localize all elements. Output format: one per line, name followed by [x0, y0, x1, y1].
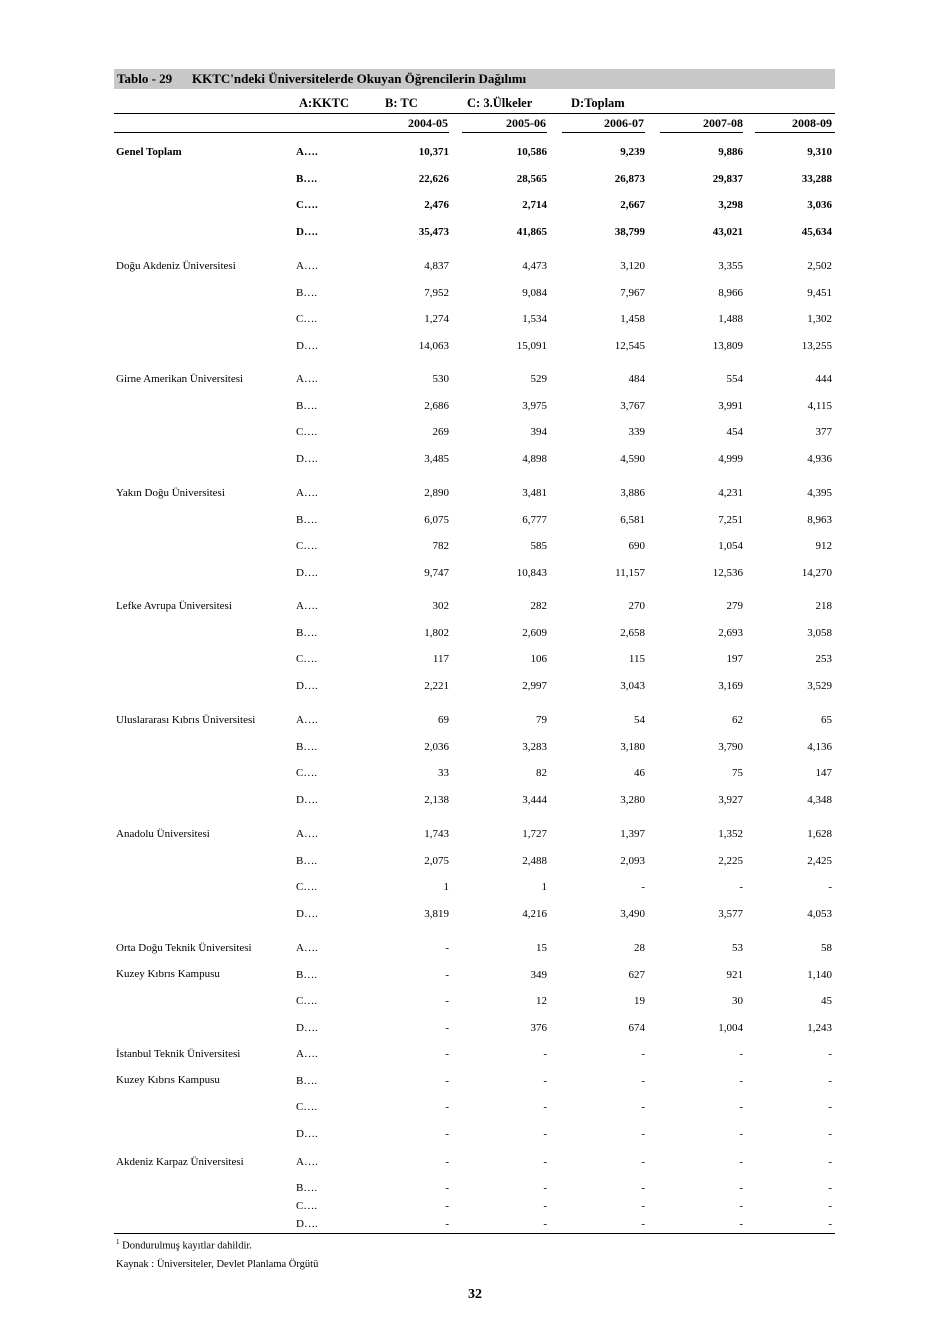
table-cell: -: [828, 1128, 832, 1140]
table-cell: 8,963: [807, 514, 832, 526]
table-cell: -: [543, 1128, 547, 1140]
table-cell: 26,873: [614, 173, 645, 185]
table-cell: -: [739, 1101, 743, 1113]
table-cell: 218: [815, 600, 832, 612]
table-cell: 1,727: [522, 828, 547, 840]
university-name: Doğu Akdeniz Üniversitesi: [116, 260, 236, 272]
table-cell: -: [828, 1048, 832, 1060]
table-cell: 147: [815, 767, 832, 779]
table-cell: -: [641, 1182, 645, 1194]
table-cell: 4,395: [807, 487, 832, 499]
table-cell: -: [739, 1218, 743, 1230]
table-cell: 444: [815, 373, 832, 385]
table-cell: -: [828, 1156, 832, 1168]
table-cell: 3,120: [620, 260, 645, 272]
table-cell: 530: [432, 373, 449, 385]
university-name: Orta Doğu Teknik Üniversitesi: [116, 942, 252, 954]
table-cell: -: [739, 1156, 743, 1168]
row-code: A….: [296, 1156, 318, 1168]
table-cell: 1,488: [718, 313, 743, 325]
table-cell: -: [445, 969, 449, 981]
table-cell: 30: [732, 995, 743, 1007]
table-cell: 3,577: [718, 908, 743, 920]
table-cell: -: [543, 1200, 547, 1212]
table-cell: 14,270: [801, 567, 832, 579]
table-cell: -: [445, 1075, 449, 1087]
table-cell: 921: [726, 969, 743, 981]
table-cell: 75: [732, 767, 743, 779]
table-cell: 912: [815, 540, 832, 552]
table-cell: 43,021: [712, 226, 743, 238]
row-code: A….: [296, 828, 318, 840]
table-cell: -: [641, 1048, 645, 1060]
table-cell: 106: [530, 653, 547, 665]
row-code: C….: [296, 1200, 318, 1212]
table-cell: 197: [726, 653, 743, 665]
table-cell: 13,255: [801, 340, 832, 352]
row-code: D….: [296, 1128, 318, 1140]
table-cell: 14,063: [418, 340, 449, 352]
row-code: D….: [296, 453, 318, 465]
legend-d: D:Toplam: [571, 96, 625, 110]
table-cell: 1,802: [424, 627, 449, 639]
table-cell: 2,425: [807, 855, 832, 867]
row-code: B….: [296, 741, 318, 753]
table-cell: 1: [541, 881, 547, 893]
year-header-2: 2005-06: [506, 116, 546, 130]
table-cell: -: [543, 1156, 547, 1168]
table-cell: 29,837: [712, 173, 743, 185]
page-number: 32: [468, 1287, 482, 1302]
table-cell: -: [641, 1101, 645, 1113]
table-cell: 2,890: [424, 487, 449, 499]
table-cell: 270: [628, 600, 645, 612]
table-cell: -: [445, 1182, 449, 1194]
row-code: C….: [296, 995, 318, 1007]
table-cell: 1,534: [522, 313, 547, 325]
table-cell: 377: [815, 426, 832, 438]
table-cell: 529: [530, 373, 547, 385]
university-name: Yakın Doğu Üniversitesi: [116, 487, 225, 499]
row-code: C….: [296, 1101, 318, 1113]
table-cell: -: [828, 1182, 832, 1194]
table-number: Tablo - 29: [117, 71, 173, 86]
row-code: B….: [296, 287, 318, 299]
table-cell: 117: [432, 653, 449, 665]
university-name: Akdeniz Karpaz Üniversitesi: [116, 1156, 244, 1168]
row-code: A….: [296, 1048, 318, 1060]
year-header-5: 2008-09: [792, 116, 832, 130]
table-cell: 484: [628, 373, 645, 385]
table-cell: 3,886: [620, 487, 645, 499]
table-cell: 3,529: [807, 680, 832, 692]
table-cell: 65: [821, 714, 832, 726]
table-cell: 1,352: [718, 828, 743, 840]
year-header-1: 2004-05: [408, 116, 448, 130]
table-cell: 302: [432, 600, 449, 612]
table-cell: 45,634: [801, 226, 832, 238]
table-cell: 12,545: [614, 340, 645, 352]
table-cell: -: [641, 1156, 645, 1168]
table-cell: 53: [732, 942, 743, 954]
row-code: B….: [296, 627, 318, 639]
table-cell: 4,216: [522, 908, 547, 920]
table-cell: 79: [536, 714, 547, 726]
table-cell: 58: [821, 942, 832, 954]
table-cell: 554: [726, 373, 743, 385]
table-title: KKTC'ndeki Üniversitelerde Okuyan Öğrencilerin Dağılımı: [192, 71, 527, 86]
table-cell: 4,136: [807, 741, 832, 753]
table-cell: 2,693: [718, 627, 743, 639]
row-code: C….: [296, 540, 318, 552]
table-cell: 28,565: [516, 173, 547, 185]
table-cell: 3,169: [718, 680, 743, 692]
footnote-text: Dondurulmuş kayıtlar dahildir.: [122, 1240, 252, 1252]
table-cell: 1,302: [807, 313, 832, 325]
table-cell: 394: [530, 426, 547, 438]
table-cell: -: [641, 881, 645, 893]
table-cell: 13,809: [712, 340, 743, 352]
table-cell: 2,093: [620, 855, 645, 867]
table-cell: 115: [628, 653, 645, 665]
table-cell: 339: [628, 426, 645, 438]
table-cell: 4,898: [522, 453, 547, 465]
table-cell: 585: [530, 540, 547, 552]
table-cell: 10,371: [418, 146, 449, 158]
table-cell: 1,628: [807, 828, 832, 840]
table-cell: 9,239: [620, 146, 645, 158]
table-cell: -: [543, 1075, 547, 1087]
footnote-mark: 1: [116, 1238, 120, 1246]
table-cell: 3,485: [424, 453, 449, 465]
table-cell: 3,975: [522, 400, 547, 412]
table-cell: 11,157: [615, 567, 645, 579]
table-cell: 12: [536, 995, 547, 1007]
table-cell: 2,036: [424, 741, 449, 753]
table-cell: 38,799: [614, 226, 645, 238]
table-cell: 1,743: [424, 828, 449, 840]
table-cell: 2,714: [522, 199, 547, 211]
table-cell: 4,473: [522, 260, 547, 272]
table-cell: 46: [634, 767, 645, 779]
row-code: B….: [296, 173, 318, 185]
table-cell: 19: [634, 995, 645, 1007]
university-name: Kuzey Kıbrıs Kampusu: [116, 1074, 220, 1086]
table-cell: 35,473: [418, 226, 449, 238]
table-cell: 6,581: [620, 514, 645, 526]
legend-b: B: TC: [385, 96, 418, 110]
legend-a: A:KKTC: [299, 96, 349, 110]
row-code: B….: [296, 514, 318, 526]
table-cell: 4,936: [807, 453, 832, 465]
table-cell: 41,865: [516, 226, 547, 238]
row-code: D….: [296, 340, 318, 352]
university-name: Girne Amerikan Üniversitesi: [116, 373, 244, 385]
table-cell: -: [739, 1075, 743, 1087]
row-code: B….: [296, 855, 318, 867]
row-code: A….: [296, 373, 318, 385]
table-cell: -: [641, 1075, 645, 1087]
row-code: C….: [296, 199, 318, 211]
table-cell: 674: [628, 1022, 645, 1034]
row-code: C….: [296, 426, 318, 438]
table-cell: -: [445, 1128, 449, 1140]
table-cell: -: [445, 942, 449, 954]
table-cell: -: [739, 1182, 743, 1194]
table-cell: 7,952: [424, 287, 449, 299]
row-code: D….: [296, 680, 318, 692]
table-cell: 3,481: [522, 487, 547, 499]
table-cell: 12,536: [712, 567, 743, 579]
table-cell: -: [543, 1048, 547, 1060]
table-cell: 7,251: [718, 514, 743, 526]
table-cell: 1,004: [718, 1022, 743, 1034]
table-cell: -: [828, 1101, 832, 1113]
row-code: C….: [296, 767, 318, 779]
row-code: B….: [296, 400, 318, 412]
table-cell: 2,075: [424, 855, 449, 867]
table-cell: 3,790: [718, 741, 743, 753]
table-cell: 2,138: [424, 794, 449, 806]
table-cell: 2,686: [424, 400, 449, 412]
table-cell: 10,586: [516, 146, 547, 158]
row-code: D….: [296, 908, 318, 920]
table-cell: -: [445, 1218, 449, 1230]
table-cell: -: [641, 1218, 645, 1230]
table-cell: -: [828, 1075, 832, 1087]
table-cell: 9,747: [424, 567, 449, 579]
table-cell: 9,886: [718, 146, 743, 158]
table-cell: 6,777: [522, 514, 547, 526]
table-cell: -: [641, 1200, 645, 1212]
table-bottom-rule: [114, 1233, 835, 1234]
university-name: Lefke Avrupa Üniversitesi: [116, 600, 232, 612]
table-cell: -: [445, 995, 449, 1007]
table-cell: -: [543, 1101, 547, 1113]
table-cell: 4,231: [718, 487, 743, 499]
row-code: A….: [296, 600, 318, 612]
footnote: [116, 1238, 252, 1252]
table-cell: -: [828, 1200, 832, 1212]
table-cell: 3,767: [620, 400, 645, 412]
row-code: B….: [296, 1182, 318, 1194]
table-cell: 2,502: [807, 260, 832, 272]
table-cell: 15,091: [516, 340, 547, 352]
table-cell: 279: [726, 600, 743, 612]
table-cell: 782: [432, 540, 449, 552]
table-cell: 9,310: [807, 146, 832, 158]
table-cell: 4,590: [620, 453, 645, 465]
table-cell: 15: [536, 942, 547, 954]
row-code: D….: [296, 1218, 318, 1230]
table-cell: 2,997: [522, 680, 547, 692]
table-cell: 282: [530, 600, 547, 612]
table-cell: -: [739, 881, 743, 893]
row-code: C….: [296, 653, 318, 665]
table-cell: -: [641, 1128, 645, 1140]
table-cell: -: [739, 1048, 743, 1060]
table-cell: 269: [432, 426, 449, 438]
table-cell: 4,348: [807, 794, 832, 806]
row-code: D….: [296, 226, 318, 238]
source-note: Kaynak : Üniversiteler, Devlet Planlama Örgütü: [116, 1259, 319, 1270]
table-cell: 2,667: [620, 199, 645, 211]
row-code: B….: [296, 1075, 318, 1087]
table-cell: 2,658: [620, 627, 645, 639]
table-cell: 2,476: [424, 199, 449, 211]
row-code: A….: [296, 260, 318, 272]
table-cell: 690: [628, 540, 645, 552]
table-cell: 349: [530, 969, 547, 981]
table-cell: 7,967: [620, 287, 645, 299]
table-cell: 69: [438, 714, 449, 726]
row-code: A….: [296, 942, 318, 954]
table-cell: 54: [634, 714, 645, 726]
year-header-3: 2006-07: [604, 116, 644, 130]
legend-c: C: 3.Ülkeler: [467, 96, 533, 110]
row-code: A….: [296, 487, 318, 499]
table-cell: 3,180: [620, 741, 645, 753]
row-code: D….: [296, 1022, 318, 1034]
table-cell: -: [543, 1218, 547, 1230]
row-code: A….: [296, 714, 318, 726]
table-cell: 3,490: [620, 908, 645, 920]
table-cell: 8,966: [718, 287, 743, 299]
table-cell: 2,609: [522, 627, 547, 639]
table-cell: -: [445, 1048, 449, 1060]
table-cell: 62: [732, 714, 743, 726]
table-cell: 45: [821, 995, 832, 1007]
row-code: D….: [296, 794, 318, 806]
table-cell: 1,140: [807, 969, 832, 981]
table-cell: 2,221: [424, 680, 449, 692]
table-cell: 4,999: [718, 453, 743, 465]
table-cell: 1: [443, 881, 449, 893]
table-cell: 28: [634, 942, 645, 954]
table-cell: 2,225: [718, 855, 743, 867]
table-cell: 9,451: [807, 287, 832, 299]
table-cell: 3,355: [718, 260, 743, 272]
table-cell: 3,280: [620, 794, 645, 806]
university-name: Anadolu Üniversitesi: [116, 828, 210, 840]
table-cell: 22,626: [418, 173, 449, 185]
table-cell: 3,927: [718, 794, 743, 806]
table-cell: 33,288: [801, 173, 832, 185]
year-header-4: 2007-08: [703, 116, 743, 130]
university-name: İstanbul Teknik Üniversitesi: [116, 1048, 241, 1060]
table-cell: 3,444: [522, 794, 547, 806]
row-code: C….: [296, 881, 318, 893]
row-code: A….: [296, 146, 318, 158]
table-cell: 82: [536, 767, 547, 779]
table-cell: 2,488: [522, 855, 547, 867]
row-code: C….: [296, 313, 318, 325]
table-cell: 376: [530, 1022, 547, 1034]
table-cell: 1,397: [620, 828, 645, 840]
table-cell: -: [739, 1200, 743, 1212]
table-cell: 3,819: [424, 908, 449, 920]
row-code: B….: [296, 969, 318, 981]
table-cell: -: [445, 1022, 449, 1034]
table-cell: -: [739, 1128, 743, 1140]
table-cell: 9,084: [522, 287, 547, 299]
table-cell: 4,115: [807, 400, 832, 412]
table-cell: 3,283: [522, 741, 547, 753]
table-cell: 1,458: [620, 313, 645, 325]
table-cell: 3,058: [807, 627, 832, 639]
table-cell: 454: [726, 426, 743, 438]
table-cell: 3,991: [718, 400, 743, 412]
row-code: D….: [296, 567, 318, 579]
table-cell: -: [445, 1156, 449, 1168]
table-cell: 3,043: [620, 680, 645, 692]
university-name: Kuzey Kıbrıs Kampusu: [116, 968, 220, 980]
table-cell: 1,054: [718, 540, 743, 552]
table-cell: 1,274: [424, 313, 449, 325]
table-cell: 6,075: [424, 514, 449, 526]
table-cell: 1,243: [807, 1022, 832, 1034]
table-cell: 4,837: [424, 260, 449, 272]
table-cell: 3,036: [807, 199, 832, 211]
university-name: Genel Toplam: [116, 146, 182, 158]
table-cell: -: [828, 1218, 832, 1230]
table-cell: -: [543, 1182, 547, 1194]
table-cell: 3,298: [718, 199, 743, 211]
table-cell: 33: [438, 767, 449, 779]
table-cell: 4,053: [807, 908, 832, 920]
table-cell: 253: [815, 653, 832, 665]
table-cell: 10,843: [516, 567, 547, 579]
table-cell: -: [828, 881, 832, 893]
table-cell: -: [445, 1101, 449, 1113]
table-cell: 627: [628, 969, 645, 981]
table-cell: -: [445, 1200, 449, 1212]
university-name: Uluslararası Kıbrıs Üniversitesi: [116, 714, 256, 726]
